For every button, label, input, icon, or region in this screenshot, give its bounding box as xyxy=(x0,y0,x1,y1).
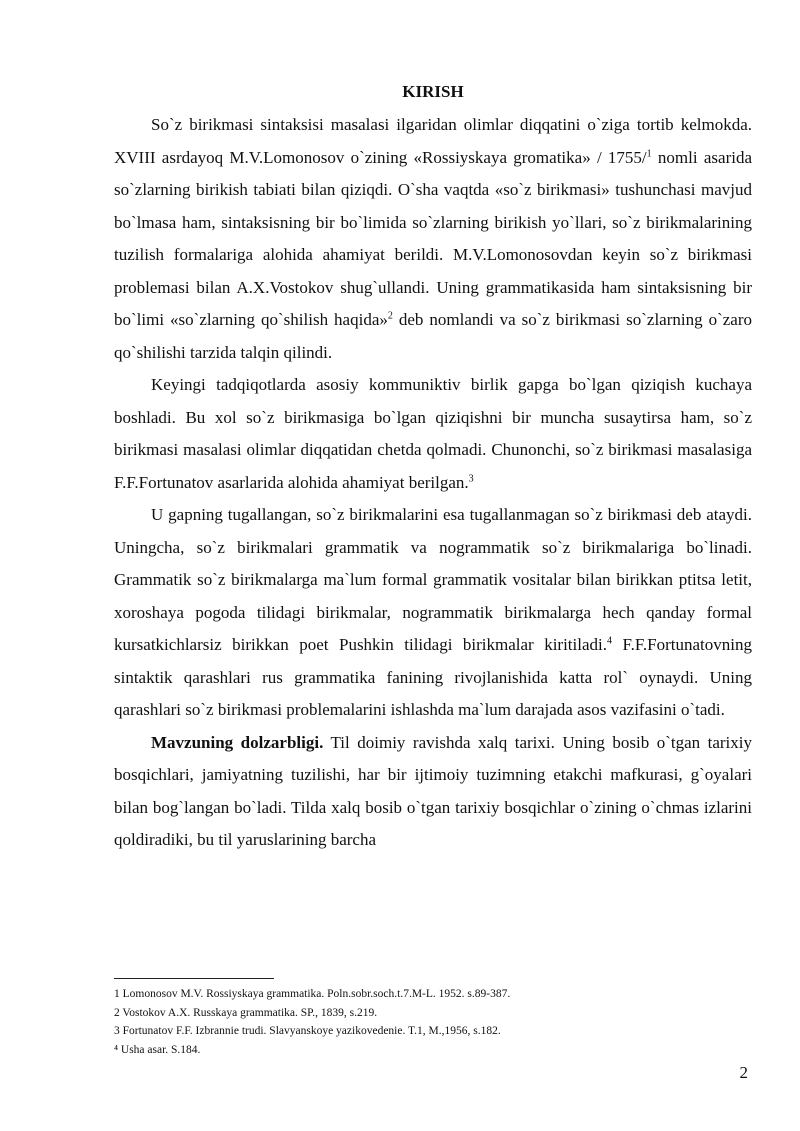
footnote: 2 Vostokov A.X. Russkaya grammatika. SP., 1839, s.219. xyxy=(114,1006,378,1019)
paragraph-text: F.F.Fortunatovning sintaktik qarashlari rus grammatika fanining rivojlanishida katta rol` oynaydi. Uning qarashlari so`z birikmasi problemalarini ishlashda ma`lum darajada asos vazifasini o`tadi. xyxy=(114,635,752,719)
body-text xyxy=(114,78,752,857)
paragraph-text: Keyingi tadqiqotlarda asosiy kommuniktiv birlik gapga bo`lgan qiziqish kuchaya boshladi. Bu xol so`z birikmasiga bo`lgan qiziqishni bir muncha susaytirsa ham, so`z birikmasi masalasi olimlar diqqatidan chetda qolmadi. Chunonchi, so`z birikmasi masalasiga F.F.Fortunatov asarlarida alohida ahamiyat berilgan. xyxy=(114,375,752,492)
page-number: 2 xyxy=(739,1063,748,1082)
footnote-separator xyxy=(114,978,274,979)
paragraph-text: Til doimiy ravishda xalq tarixi. Uning bosib o`tgan tarixiy bosqichlari, jamiyatning tuzilishi, har bir ijtimoiy tuzimning etakchi mafkurasi, g`oyalari bilan bog`langan bo`ladi. Tilda xalq bosib o`tgan tarixiy bosqichlar o`zining o`chmas izlarini qoldiradiki, bu til yaruslarining barcha xyxy=(114,732,752,849)
page-title: KIRISH xyxy=(402,82,464,101)
paragraph xyxy=(114,109,752,369)
paragraph-text: So`z birikmasi sintaksisi masalasi ilgaridan olimlar diqqatini o`ziga tortib kelmokda. XVIII asrdayoq M.V.Lomonosov o`zining «Rossiyskaya gromatika» / 1755/ xyxy=(114,115,752,167)
paragraph-text: U gapning tugallangan, so`z birikmalarini esa tugallanmagan so`z birikmasi deb ataydi. Uningcha, so`z birikmalari grammatik va nogrammatik so`z birikmalariga bo`linadi. Grammatik so`z birikmalarga ma`lum formal grammatik vositalar bilan birikkan ptitsa letit, xoroshaya pogoda tilidagi birikmalar, nogrammatik birikmalarga hech qanday formal kursatkichlarsiz birikkan poet Pushkin tilidagi birikmalar kiritiladi. xyxy=(114,505,752,654)
footnotes xyxy=(114,985,752,1059)
footnote: 1 Lomonosov M.V. Rossiyskaya grammatika. Poln.sobr.soch.t.7.M-L. 1952. s.89-387. xyxy=(114,988,511,1000)
paragraph-text: deb nomlandi va so`z birikmasi so`zlarning o`zaro qo`shilishi tarzida talqin qilindi. xyxy=(114,310,753,362)
footnote-reference: 4 xyxy=(607,635,612,647)
paragraphs xyxy=(114,109,752,857)
paragraph-heading: Mavzuning dolzarbligi. xyxy=(151,732,324,752)
footnote: 3 Fortunatov F.F. Izbrannie trudi. Slavyanskoye yazikovedenie. T.1, M.,1956, s.182. xyxy=(114,1025,501,1037)
footnote-reference: 1 xyxy=(646,147,652,159)
paragraph xyxy=(114,369,752,499)
footnote: ⁴ Usha asar. S.184. xyxy=(114,1043,201,1056)
paragraph-text: nomli asarida so`zlarning birikish tabiati bilan qiziqdi. O`sha vaqtda «so`z birikmasi» tushunchasi mavjud bo`lmasa ham, sintaksisning bir bo`limida so`zlarning birikish yo`llari, so`z birikmalarining tuzilish formalariga alohida ahamiyat berildi. M.V.Lomonosovdan keyin so`z birikmasi problemasi bilan A.X.Vostokov shug`ullandi. Uning grammatikasida ham sintaksisning bir bo`limi «so`zlarning qo`shilish haqida» xyxy=(114,147,752,329)
paragraph xyxy=(114,727,752,857)
footnote-reference: 3 xyxy=(468,472,474,484)
footnote-reference: 2 xyxy=(387,310,393,322)
paragraph xyxy=(114,499,752,727)
